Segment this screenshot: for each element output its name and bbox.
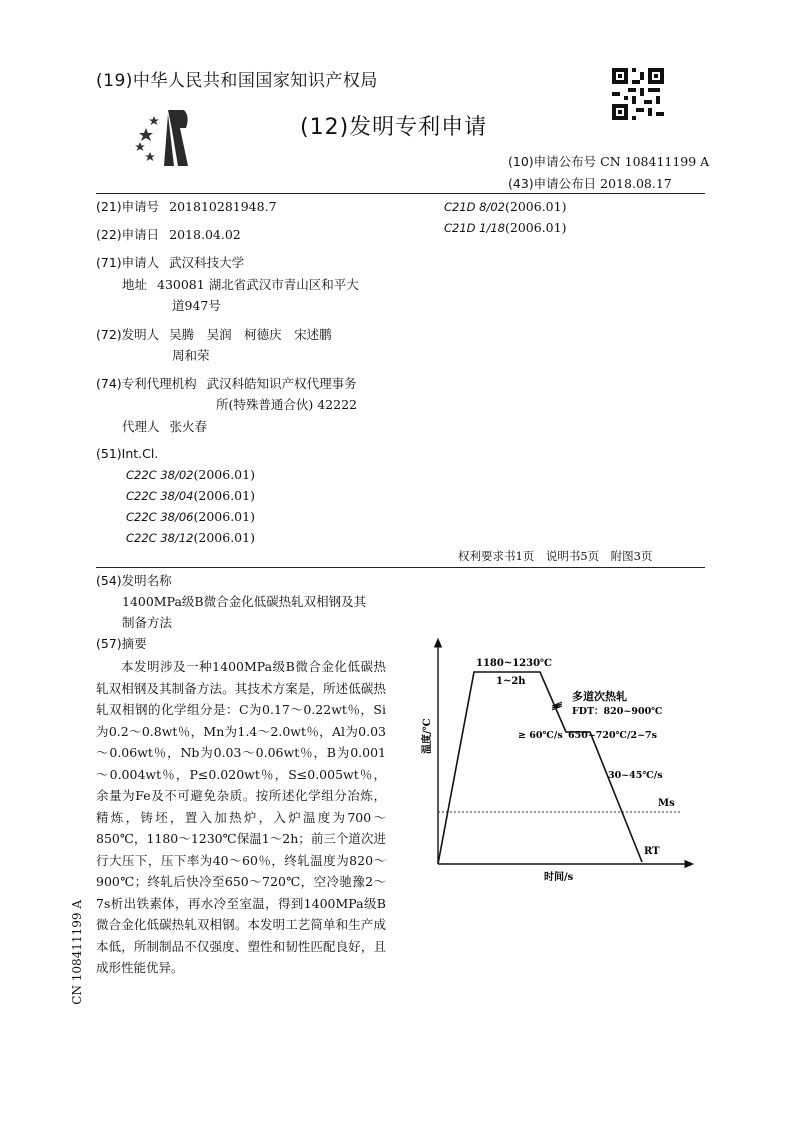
int-cl-label: (51)Int.Cl. — [96, 446, 159, 461]
application-number-row — [96, 196, 277, 217]
publication-number: CN 108411199 A — [600, 154, 710, 169]
patent-office-name: (19)中华人民共和国国家知识产权局 — [96, 71, 378, 91]
qr-code — [612, 68, 664, 120]
invention-title-line-1: 1400MPa级B微合金化低碳热轧双相钢及其 — [122, 594, 367, 609]
publication-number-label: (10)申请公布号 — [508, 154, 597, 169]
process-diagram — [412, 636, 702, 886]
address-label: 地址 — [122, 277, 148, 292]
int-cl-item: C22C 38/06(2006.01) — [126, 509, 255, 524]
application-number-label: (21)申请号 — [96, 199, 160, 214]
invention-title-line-2: 制备方法 — [122, 615, 173, 630]
cool-rate-1-label: ≥ 60℃/s — [518, 730, 563, 741]
application-number: 201810281948.7 — [169, 199, 277, 214]
publication-date-row — [508, 174, 672, 192]
publication-number-row — [508, 152, 709, 170]
int-cl-item: C22C 38/02(2006.01) — [126, 467, 255, 482]
hold-time-label: 1~2h — [496, 676, 526, 687]
int-cl-item: C22C 38/12(2006.01) — [126, 530, 255, 545]
agent: 张火春 — [169, 419, 208, 434]
application-date-row — [96, 224, 241, 245]
hold-temp-label: 1180~1230℃ — [476, 658, 553, 669]
document-type: (12)发明专利申请 — [300, 115, 488, 140]
inventors-line-2: 周和荣 — [172, 348, 210, 363]
header-divider — [96, 193, 705, 194]
rolling-label: 多道次热轧 — [572, 690, 627, 703]
section-divider — [96, 567, 705, 568]
application-date: 2018.04.02 — [169, 227, 241, 242]
cnipa-logo — [128, 108, 198, 170]
side-publication-code: CN 108411199 A — [70, 900, 84, 1005]
agent-label: 代理人 — [122, 419, 160, 434]
ipc-right-item: C21D 1/18(2006.01) — [444, 220, 567, 235]
agency-line-1: 武汉科皓知识产权代理事务 — [206, 376, 357, 391]
publication-date-label: (43)申请公布日 — [508, 176, 597, 191]
agency-line-2: 所(特殊普通合伙) 42222 — [216, 397, 357, 412]
abstract-text: 本发明涉及一种1400MPa级B微合金化低碳热轧双相钢及其制备方法。其技术方案是，所述低碳热轧双相钢的化学组分是：C为0.17～0.22wt％，Si为0.2～0.8wt％，Mn为1.4～2.0wt％，Al为0.03～0.06wt％，Nb为0.03～0.06wt％，B为0.001～0.004wt％，P≤0.020wt％，S≤0.005wt％，余量为Fe及不可避免杂质。按所述化学组分冶炼，精炼，铸坯，置入加热炉，入炉温度为700～850℃，1180～1230℃保温1～2h；前三个道次进行大压下，压下率为40～60％，终轧温度为820～900℃；终轧后快冷至650～720℃，空冷驰豫2～7s析出铁素体，再水冷至室温，得到1400MPa级B微合金化低碳热轧双相钢。本发明工艺简单和生产成本低，所制制品不仅强度、塑性和韧性匹配良好，且成形性能优异。 — [96, 659, 386, 975]
qr-code-icon — [612, 68, 664, 120]
y-axis-label: 温度/℃ — [422, 718, 433, 754]
cnipa-logo-icon — [128, 108, 198, 170]
ms-label: Ms — [658, 798, 675, 809]
page-counts: 权利要求书1页 说明书5页 附图3页 — [458, 549, 653, 563]
inventors-label: (72)发明人 — [96, 327, 160, 342]
fdt-label: FDT：820~900℃ — [572, 706, 663, 717]
x-axis-label: 时间/s — [544, 872, 574, 883]
address-line-1: 430081 湖北省武汉市青山区和平大 — [157, 277, 359, 292]
int-cl-item: C22C 38/04(2006.01) — [126, 488, 255, 503]
inventors-line-1: 吴腾 吴润 柯德庆 宋述鹏 — [169, 327, 332, 342]
title-label: (54)发明名称 — [96, 573, 172, 588]
agent-row — [122, 416, 207, 437]
address-row — [122, 274, 359, 295]
applicant-row — [96, 252, 244, 273]
applicant: 武汉科技大学 — [169, 255, 245, 270]
abstract-label: (57)摘要 — [96, 636, 147, 651]
rt-label: RT — [644, 846, 660, 857]
inventors-row — [96, 324, 332, 345]
publication-date: 2018.08.17 — [600, 176, 672, 191]
application-date-label: (22)申请日 — [96, 227, 160, 242]
cool-rate-2-label: 30~45℃/s — [608, 770, 663, 781]
address-line-2: 道947号 — [172, 298, 221, 313]
agency-row — [96, 373, 357, 394]
ipc-right-item: C21D 8/02(2006.01) — [444, 199, 567, 214]
applicant-label: (71)申请人 — [96, 255, 160, 270]
agency-label: (74)专利代理机构 — [96, 376, 197, 391]
relax-label: 650~720℃/2~7s — [568, 730, 658, 741]
